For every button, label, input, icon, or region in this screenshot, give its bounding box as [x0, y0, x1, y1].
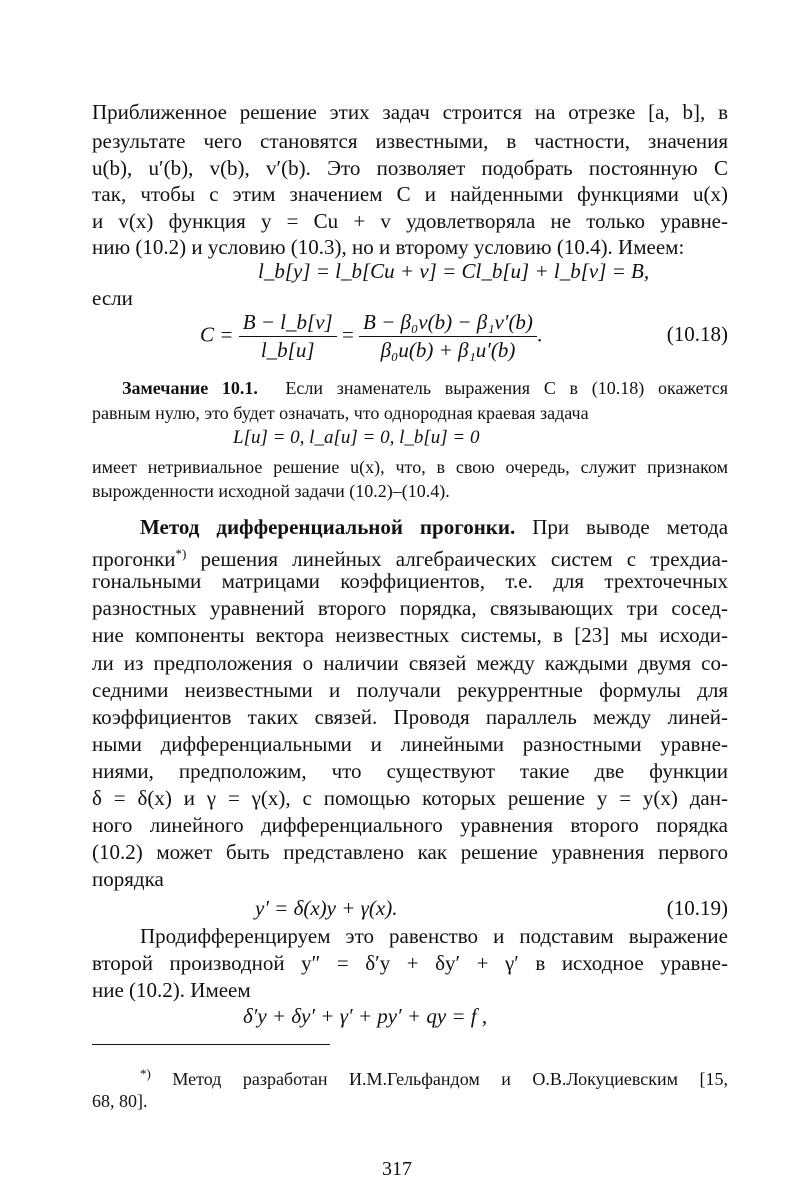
text-line: ными дифференциальными и линейными разностными уравне-: [92, 732, 728, 756]
remark-line: равным нулю, это будет означать, что однородная краевая задача: [92, 403, 589, 423]
text-line: ли из предположения о наличии связей между каждыми двумя со-: [92, 651, 728, 675]
footnote-mark: *): [175, 546, 187, 561]
remark-line: [122, 376, 728, 400]
numerator: B − l_b[v]: [239, 310, 337, 337]
eq-sign: =: [341, 322, 354, 347]
text-line: Продифференцируем это равенство и подставим выражение: [140, 924, 728, 948]
text-line: Приближенное решение этих задач строится на отрезке [a, b], в: [92, 100, 728, 124]
equation-10-19: y′ = δ(x)y + γ(x).: [255, 896, 398, 920]
text-line: нию (10.2) и условию (10.3), но и второму условию (10.4). Имеем:: [92, 235, 685, 259]
text-line: ние (10.2). Имеем: [92, 978, 251, 1002]
text-line: результате чего становятся известными, в частности, значения: [92, 129, 728, 153]
fraction-2: [359, 310, 537, 363]
equation-10-18: [200, 310, 542, 363]
denominator: β₀u(b) + β₁u′(b): [380, 338, 516, 362]
text-line: если: [92, 286, 133, 310]
footnote-line: 68, 80].: [92, 1091, 148, 1111]
equation-number: (10.19): [666, 896, 728, 920]
remark-line: вырожденности исходной задачи (10.2)–(10.4).: [92, 481, 450, 501]
method-heading-line: [140, 514, 728, 540]
fraction-1: [239, 310, 337, 363]
text-line: коэффициентов таких связей. Проводя параллель между линей-: [92, 705, 728, 729]
text-line: второй производной y″ = δ′y + δy′ + γ′ в исходное уравне-: [92, 951, 728, 975]
text-line: седними неизвестными и получали рекуррентные формулы для: [92, 678, 728, 702]
text-line: так, чтобы с этим значением C и найденными функциями u(x): [92, 182, 728, 206]
equation-lb: l_b[y] = l_b[Cu + v] = Cl_b[u] + l_b[v] = B,: [258, 259, 650, 283]
page-number: 317: [382, 1158, 412, 1180]
method-title: Метод дифференциальной прогонки.: [140, 515, 516, 539]
numerator: B − β₀v(b) − β₁v′(b): [359, 310, 537, 337]
text-line: и v(x) функция y = Cu + v удовлетворяла не только уравне-: [92, 209, 728, 233]
footnote-separator: [92, 1044, 330, 1045]
footnote-mark: *): [140, 1066, 151, 1081]
equation-number: (10.18): [666, 322, 728, 346]
text-line: порядка: [92, 867, 164, 891]
remark-text: Если знаменатель выражения C в (10.18) окажется: [285, 378, 729, 398]
text: При выводе метода: [532, 515, 729, 539]
text-line: разностных уравнений второго порядка, связывающих три сосед-: [92, 596, 728, 620]
text-line: гональными матрицами коэффициентов, т.е. для трехточечных: [92, 569, 728, 593]
remark-equation: L[u] = 0, l_a[u] = 0, l_b[u] = 0: [233, 427, 480, 448]
equation-final: δ′y + δy′ + γ′ + py′ + qy = f ,: [243, 1004, 488, 1028]
text: прогонки: [92, 547, 176, 571]
remark-line: имеет нетривиальное решение u(x), что, в свою очередь, служит признаком: [92, 457, 728, 477]
text-line: ниями, предположим, что существуют такие две функции: [92, 759, 728, 783]
text-line: ние компоненты вектора неизвестных системы, в [23] мы исходи-: [92, 623, 728, 647]
text-line: (10.2) может быть представлено как решение уравнения первого: [92, 840, 728, 864]
text-line: δ = δ(x) и γ = γ(x), с помощью которых решение y = y(x) дан-: [92, 786, 728, 810]
eq-lhs: C =: [200, 322, 234, 347]
denominator: l_b[u]: [260, 338, 315, 362]
footnote-text: Метод разработан И.М.Гельфандом и О.В.Локуциевским [15,: [150, 1069, 728, 1089]
text-line: u(b), u′(b), v(b), v′(b). Это позволяет подобрать постоянную C: [92, 156, 728, 180]
text-line: ного линейного дифференциального уравнения второго порядка: [92, 813, 728, 837]
eq-period: .: [536, 322, 543, 347]
remark-title: Замечание 10.1.: [122, 378, 258, 398]
footnote-line: [140, 1062, 728, 1091]
text: решения линейных алгебраических систем с трехдиа-: [186, 547, 728, 571]
